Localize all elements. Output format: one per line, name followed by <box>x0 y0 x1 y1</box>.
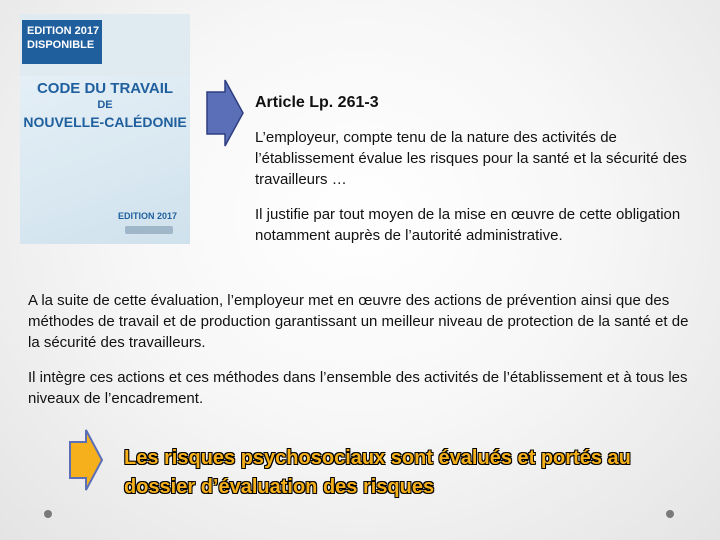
cover-title <box>20 80 190 131</box>
edition-badge <box>22 20 102 64</box>
cover-edition-label: EDITION 2017 <box>118 211 178 221</box>
bullet-dot-left <box>44 510 52 518</box>
article-paragraph-2: Il justifie par tout moyen de la mise en œuvre de cette obligation notamment auprès de l’autorité administrative. <box>255 206 681 244</box>
body-paragraph-2: Il intègre ces actions et ces méthodes dans l’ensemble des activités de l’établissement et à tous les niveaux de l’encadrement. <box>28 369 688 407</box>
publisher-logo <box>125 226 173 234</box>
article-paragraph-1: L’employeur, compte tenu de la nature des activités de l’établissement évalue les risques pour la santé et la sécurité des travailleurs … <box>255 129 687 188</box>
article-block <box>255 92 695 260</box>
badge-line-2: DISPONIBLE <box>27 39 95 51</box>
book-cover-image <box>20 14 190 244</box>
cover-title-line-3: NOUVELLE-CALÉDONIE <box>23 114 187 130</box>
blue-arrow-icon <box>205 78 245 148</box>
bullet-dot-right <box>666 510 674 518</box>
badge-line-1: EDITION 2017 <box>27 25 100 37</box>
cover-title-line-2: DE <box>97 99 113 111</box>
orange-arrow-icon <box>68 428 104 492</box>
article-title: Article Lp. 261-3 <box>255 94 379 111</box>
cover-title-line-1: CODE DU TRAVAIL <box>36 80 174 97</box>
body-paragraph-1: A la suite de cette évaluation, l’employeur met en œuvre des actions de prévention ainsi que des méthodes de travail et de production garantissant un meilleur niveau de protection de la santé et de la sécurité des travailleurs. <box>28 292 689 351</box>
conclusion-text: Les risques psychosociaux sont évalués et portés au dossier d’évaluation des risques <box>124 447 631 498</box>
body-text <box>28 290 698 423</box>
